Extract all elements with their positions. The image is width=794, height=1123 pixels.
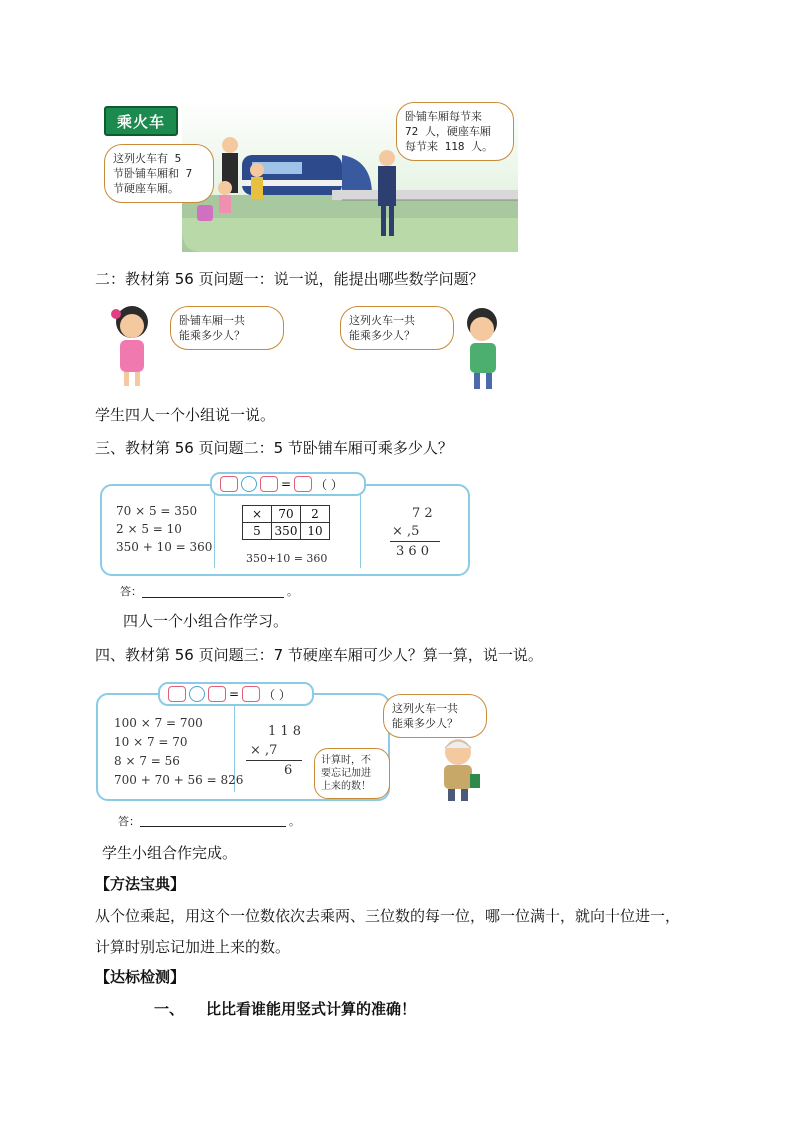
answer-blank bbox=[140, 826, 286, 827]
grid-sum: 350+10 = 360 bbox=[246, 552, 328, 565]
check-item-text: 比比看谁能用竖式计算的准确！ bbox=[206, 1000, 417, 1018]
section4-heading: 四、教材第 56 页问题三：7 节硬座车厢可少人？算一算，说一说。 bbox=[95, 646, 543, 664]
scene-title-sign: 乘火车 bbox=[104, 106, 178, 136]
calc-line: 2 × 5 = 10 bbox=[116, 522, 182, 536]
blank-box bbox=[294, 476, 312, 492]
calc-line: 100 × 7 = 700 bbox=[114, 716, 203, 730]
vertical-multiplicand: 1 1 8 bbox=[268, 724, 302, 739]
section2-note: 学生四人一个小组说一说。 bbox=[95, 406, 276, 424]
speech-bubble-grandpa: 这列火车一共 能乘多少人？ bbox=[383, 694, 487, 738]
speech-bubble-left: 这列火车有 5 节卧铺车厢和 7 节硬座车厢。 bbox=[104, 144, 214, 203]
equals-sign: = bbox=[281, 477, 292, 491]
answer-label: 答： bbox=[120, 585, 142, 598]
vertical-multiplier: × ,7 bbox=[250, 743, 278, 758]
speech-bubble-boy: 这列火车一共 能乘多少人？ bbox=[340, 306, 454, 350]
check-heading: 【达标检测】 bbox=[95, 968, 186, 986]
panel-divider bbox=[214, 494, 215, 568]
train-scene-illustration bbox=[102, 100, 518, 252]
vertical-product: 3 6 0 bbox=[396, 544, 430, 559]
grid-cell: 2 bbox=[301, 506, 330, 523]
section4-equation-template bbox=[158, 682, 314, 706]
section2-heading: 二：教材第 56 页问题一：说一说，能提出哪些数学问题？ bbox=[95, 270, 484, 288]
grid-cell: 5 bbox=[243, 523, 272, 540]
section3-equation-template bbox=[210, 472, 366, 496]
answer-label: 答： bbox=[118, 815, 140, 828]
calc-line: 70 × 5 = 350 bbox=[116, 504, 198, 518]
blank-box bbox=[220, 476, 238, 492]
blank-box bbox=[208, 686, 226, 702]
equals-sign: = bbox=[229, 687, 240, 701]
grid-cell: 70 bbox=[272, 506, 301, 523]
calc-line: 10 × 7 = 70 bbox=[114, 735, 188, 749]
unit-parentheses: （ ） bbox=[263, 687, 291, 702]
grandpa-illustration bbox=[432, 736, 484, 802]
multiplication-grid bbox=[242, 505, 330, 540]
girl-illustration bbox=[102, 300, 162, 390]
section3-heading: 三、教材第 56 页问题二：5 节卧铺车厢可乘多少人？ bbox=[95, 439, 453, 457]
speech-bubble-right: 卧铺车厢每节来 72 人，硬座车厢 每节来 118 人。 bbox=[396, 102, 514, 161]
method-heading: 【方法宝典】 bbox=[95, 875, 186, 893]
section4-note: 学生小组合作完成。 bbox=[102, 844, 238, 862]
check-item-number: 一、 bbox=[154, 1000, 185, 1018]
unit-parentheses: （ ） bbox=[315, 477, 343, 492]
operator-circle bbox=[241, 476, 257, 492]
method-text-line1: 从个位乘起，用这个一位数依次去乘两、三位数的每一位，哪一位满十，就向十位进一， bbox=[95, 907, 681, 925]
vertical-multiplicand: 7 2 bbox=[412, 506, 433, 521]
vertical-multiplier: × ,5 bbox=[392, 524, 420, 539]
blank-box bbox=[168, 686, 186, 702]
section3-note: 四人一个小组合作学习。 bbox=[123, 612, 289, 630]
answer-end: 。 bbox=[289, 815, 300, 828]
answer-blank bbox=[142, 597, 284, 598]
speech-bubble-girl: 卧铺车厢一共 能乘多少人？ bbox=[170, 306, 284, 350]
grid-cell: 10 bbox=[301, 523, 330, 540]
blank-box bbox=[260, 476, 278, 492]
method-text-line2: 计算时别忘记加进上来的数。 bbox=[95, 938, 291, 956]
vertical-rule bbox=[246, 760, 302, 761]
grid-cell: × bbox=[243, 506, 272, 523]
answer-end: 。 bbox=[287, 585, 298, 598]
boy-illustration bbox=[452, 305, 514, 393]
operator-circle bbox=[189, 686, 205, 702]
blank-box bbox=[242, 686, 260, 702]
calc-line: 700 + 70 + 56 = 826 bbox=[114, 773, 244, 787]
panel-divider bbox=[360, 494, 361, 568]
calc-line: 350 + 10 = 360 bbox=[116, 540, 213, 554]
grid-cell: 350 bbox=[272, 523, 301, 540]
calc-line: 8 × 7 = 56 bbox=[114, 754, 180, 768]
vertical-rule bbox=[390, 541, 440, 542]
vertical-product: 6 bbox=[284, 763, 293, 778]
speech-bubble-tip: 计算时，不 要忘记加进 上来的数！ bbox=[314, 748, 390, 799]
